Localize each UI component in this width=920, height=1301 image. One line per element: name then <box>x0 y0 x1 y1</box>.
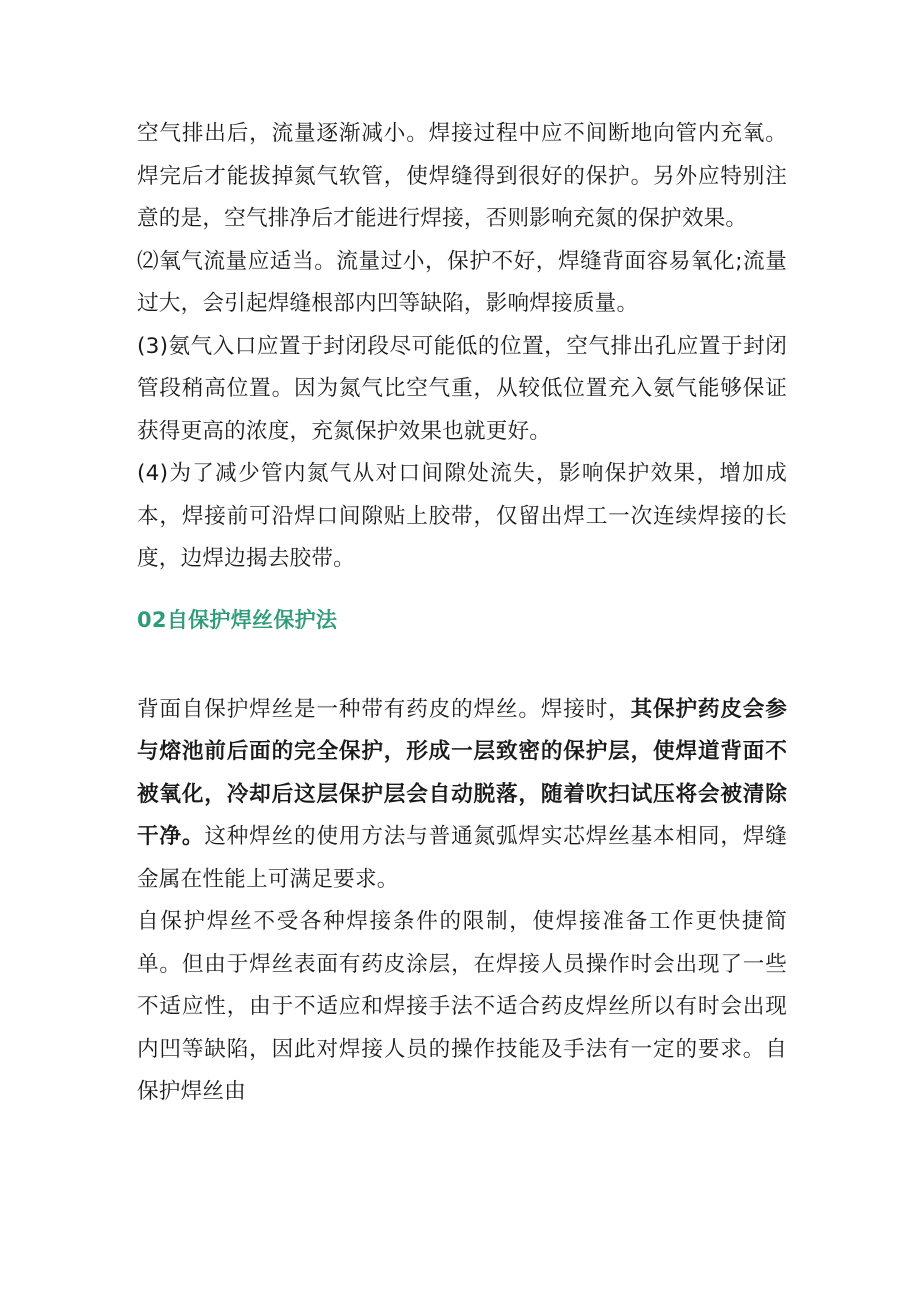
paragraph-gas-inlet: (3)氨气入口应置于封闭段尽可能低的位置，空气排出孔应置于封闭管段稍高位置。因为氮气比空气重，从较低位置充入氨气能够保证获得更高的浓度，充氮保护效果也就更好。 <box>137 333 787 444</box>
section-heading: 02自保护焊丝保护法 <box>137 607 338 632</box>
intro-bold-text: 其保护药皮会参与熔池前后面的完全保护，形成一层致密的保护层，使焊道背面不被氧化，冷却后这层保护层会自动脱落，随着吹扫试压将会被清除干净。 <box>137 696 788 849</box>
intro-tail-text: 这种焊丝的使用方法与普通氮弧焊实芯焊丝基本相同，焊缝金属在性能上可满足要求。 <box>137 824 787 892</box>
paragraph-self-shield-intro <box>137 689 787 902</box>
document-page <box>137 113 787 1114</box>
paragraph-gas-flow: ⑵氧气流量应适当。流量过小，保护不好，焊缝背面容易氧化;流量过大，会引起焊缝根部内凹等缺陷，影响焊接质量。 <box>137 248 787 316</box>
paragraph-tape-gap: (4)为了减少管内氮气从对口间隙处流失，影响保护效果，增加成本，焊接前可沿焊口间隙贴上胶带，仅留出焊工一次连续焊接的长度，边焊边揭去胶带。 <box>137 461 787 571</box>
paragraph-air-exhaust: 空气排出后，流量逐渐减小。焊接过程中应不间断地向管内充氧。焊完后才能拔掉氮气软管，使焊缝得到很好的保护。另外应特别注意的是，空气排净后才能进行焊接，否则影响充氮的保护效果。 <box>137 121 787 231</box>
section-spacer <box>137 641 787 689</box>
intro-normal-text: 背面自保护焊丝是一种带有药皮的焊丝。焊接时， <box>137 696 631 722</box>
paragraph-self-shield-limits: 自保护焊丝不受各种焊接条件的限制，使焊接准备工作更快捷简单。但由于焊丝表面有药皮涂层，在焊接人员操作时会出现了一些不适应性，由于不适应和焊接手法不适合药皮焊丝所以有时会出现内凹等缺陷，因此对焊接人员的操作技能及手法有一定的要求。自保护焊丝由 <box>137 909 787 1104</box>
